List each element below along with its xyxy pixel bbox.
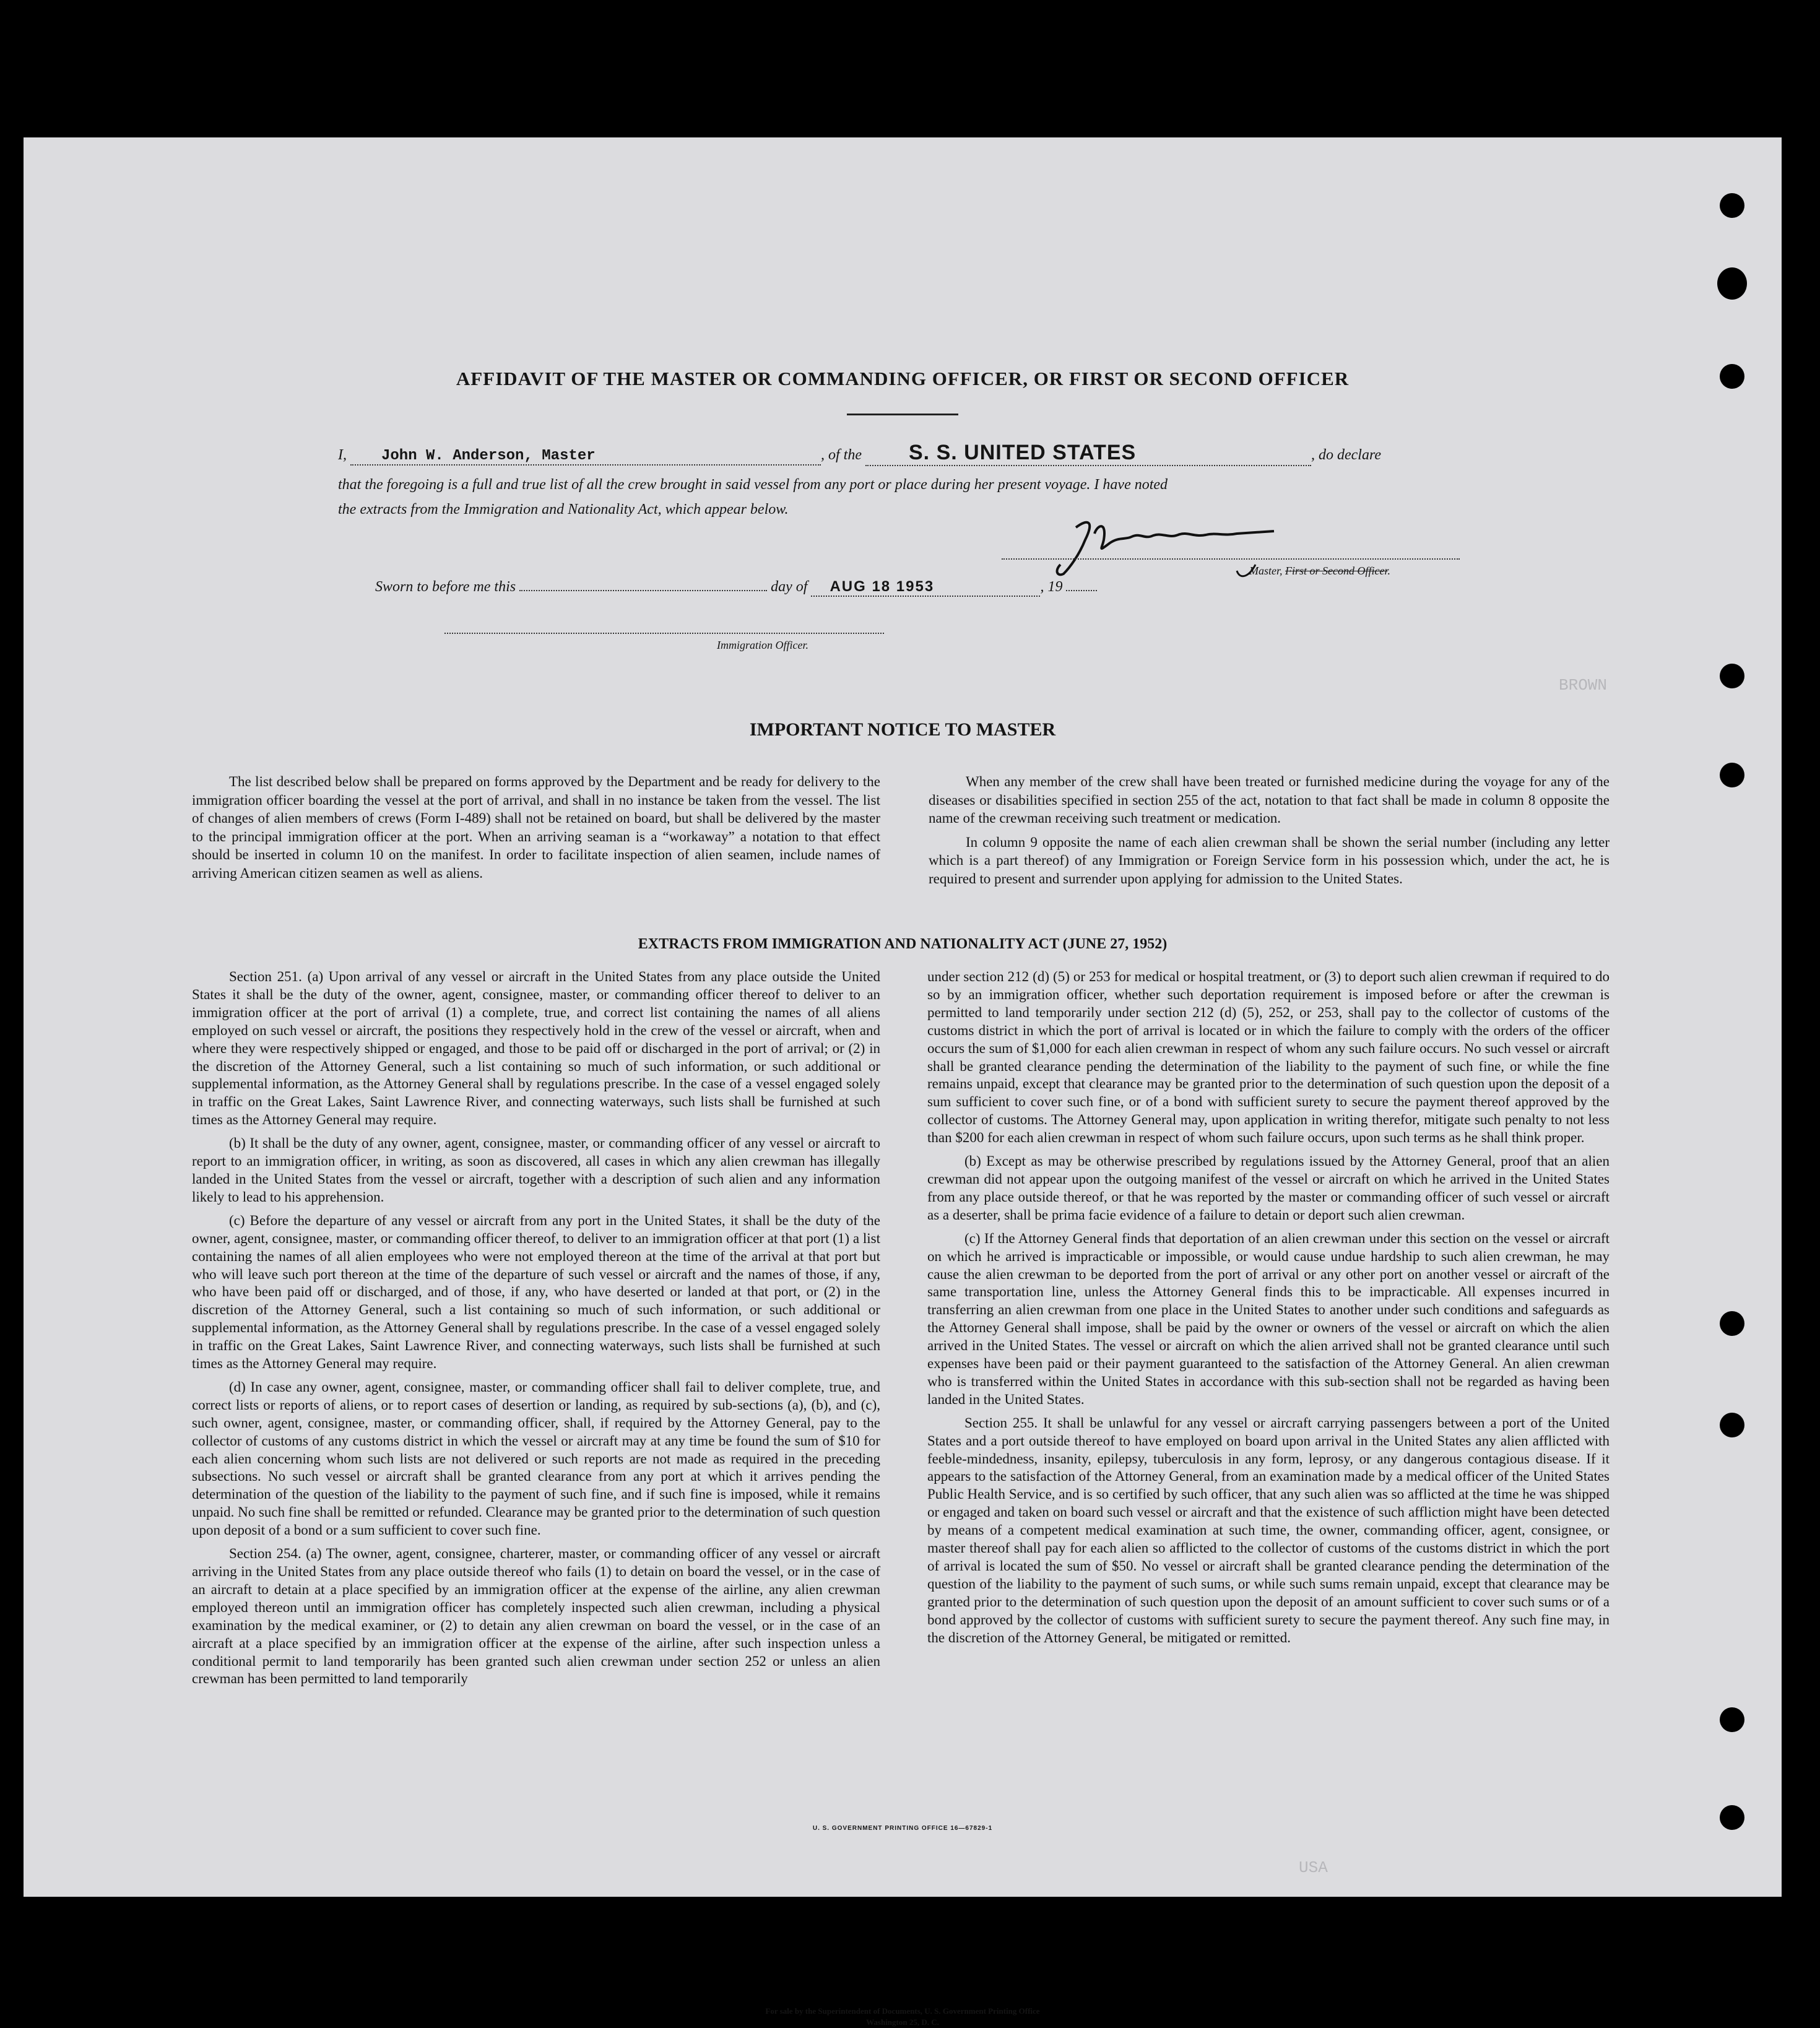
notice-left-column bbox=[192, 773, 880, 888]
extract-paragraph: under section 212 (d) (5) or 253 for medical or hospital treatment, or (3) to deport such alien crewman if required to do so by an immigration officer, whether such deportation requirement is imposed before or after the crewman is permitted to land temporarily under section 212 (d) (5), 252, or 253, shall pay to the collector of customs of the customs district in which the port of arrival is located or in which the failure to comply with the orders of the officer occurs the sum of $1,000 for each alien crewman in respect of whom any such failure occurs. No such vessel or aircraft shall be granted clearance pending the determination of the liability to the payment of such fine, or while the fine remains unpaid, except that clearance may be granted prior to the determination of such question upon the deposit of a sum sufficient to cover such fine, or of a bond with sufficient surety to secure the payment thereof approved by the collector of customs. The Attorney General may, upon application in writing therefor, mitigate such penalty to not less than $200 for each alien crewman in respect of whom such failure occurs, upon such terms as he shall think proper. bbox=[927, 969, 1610, 1146]
bleed-through-mark: BROWN bbox=[1559, 676, 1608, 695]
for-sale-line-2: Washington 25, D. C. bbox=[866, 2017, 939, 2027]
extract-paragraph: (b) Except as may be otherwise prescribed by regulations issued by the Attorney General, proof that an alien crewman did not appear upon the outgoing manifest of the vessel or aircraft on which he arrived in the United States from any place outside thereof, or that he was reported by the master or commanding officer of such vessel or aircraft as a deserter, shall be prima facie evidence of a failure to detain or deport such alien crewman. bbox=[927, 1153, 1610, 1223]
sworn-date-stamp: AUG 18 1953 bbox=[830, 578, 935, 595]
sworn-label: Sworn to before me this bbox=[375, 579, 516, 595]
extract-paragraph: Section 254. (a) The owner, agent, consignee, charterer, master, or commanding officer of any vessel or aircraft arriving in the United States from any place outside thereof who fails (1) to detain on board the vessel, or in the case of an aircraft to detain at a place specified by an immigration officer at the expense of the airline, any alien crewman employed thereon until an immigration officer has completely inspected such alien crewman, including a physical examination by the medical examiner, or (2) to detain any alien crewman on board the vessel, or in the case of an aircraft at a place specified by an immigration officer at the expense of the airline, after such inspection unless a conditional permit to land temporarily has been granted such alien crewman under section 252 or unless an alien crewman has been permitted to land temporarily bbox=[192, 1546, 880, 1687]
statement-line-2: the extracts from the Immigration and Nationality Act, which appear below. bbox=[338, 501, 789, 518]
printing-office-line: U. S. GOVERNMENT PRINTING OFFICE 16—67829-1 bbox=[812, 1825, 993, 1832]
extract-paragraph: (c) Before the departure of any vessel or aircraft from any port in the United States, it shall be the duty of the owner, agent, consignee, master, or commanding officer thereof, to deliver to an immigration officer at that port (1) a list containing the names of all alien employees who were not employed thereon at the time of the arrival at that port but who will leave such port thereon at the time of the departure of such vessel or aircraft and the names of those, if any, who have been paid off or discharged, and of those, if any, who have deserted or landed at that port, or (2) in the discretion of the Attorney General, such a list containing so much of such information, or such additional or supplemental information, as the Attorney General shall by regulations prescribe. In the case of a vessel engaged solely in traffic on the Great Lakes, Saint Lawrence River, and connecting waterways, such lists shall be furnished at such times as the Attorney General may require. bbox=[192, 1212, 880, 1372]
extract-paragraph: Section 251. (a) Upon arrival of any vessel or aircraft in the United States from any place outside the United States it shall be the duty of the owner, agent, consignee, master, or commanding officer thereof to deliver to an immigration officer at the port of arrival (1) a complete, true, and correct list containing the names of all aliens employed on such vessel or aircraft, the positions they respectively hold in the crew of the vessel or aircraft, when and where they were respectively shipped or engaged, and those to be paid off or discharged in the port of arrival; or (2) in the discretion of the Attorney General, such a list containing so much of such information, or such additional or supplemental information, as the Attorney General shall by regulations prescribe. In the case of a vessel engaged solely in traffic on the Great Lakes, Saint Lawrence River, and connecting waterways, such lists shall be furnished at such times as the Attorney General may require. bbox=[192, 969, 880, 1128]
extract-paragraph: (d) In case any owner, agent, consignee, master, or commanding officer shall fail to deliver complete, true, and correct lists or reports of aliens, or to report cases of desertion or landing, as required by sub-sections (a), (b), and (c), such owner, agent, consignee, master, or commanding officer, shall, if required by the Attorney General, pay to the collector of customs of any customs district in which the vessel or aircraft may at any time be found the sum of $10 for each alien concerning whom such lists are not delivered or such reports are not made as required in the preceding subsections. No such vessel or aircraft shall be granted clearance from any port at which it arrives pending the determination of the question of the liability to the payment of such fine, and if such fine is imposed, while it remains unpaid. No such fine shall be remitted or refunded. Clearance may be granted prior to the determination of such question upon deposit of a bond or a sum sufficient to cover such fine. bbox=[192, 1379, 880, 1538]
immigration-officer-line bbox=[444, 633, 884, 634]
declarant-prefix: I, bbox=[338, 447, 347, 463]
of-the-label: , of the bbox=[821, 447, 862, 463]
notice-right-text-1: When any member of the crew shall have been treated or furnished medicine during the voyage for any of the diseases or disabilities specified in section 255 of the act, notation to that fact shall be made in column 8 opposite the name of the crewman receiving such treatment or medication. bbox=[929, 774, 1610, 826]
bleed-through-mark: USA bbox=[1299, 1858, 1328, 1877]
extract-paragraph: (c) If the Attorney General finds that deportation of an alien crewman under this section on the vessel or aircraft on which he arrived is impracticable or impossible, or would cause undue hardship to such alien crewman, he may cause the alien crewman to be deported from the port of arrival or any other port on another vessel or aircraft of the same transportation line, unless the Attorney General finds this to be impracticable. All expenses incurred in transferring an alien crewman from one place in the United States to another under such conditions and safeguards as the Attorney General shall impose, shall be paid by the owner or owners of the vessel or aircraft on which the alien arrived in the United States. The vessel or aircraft on which the alien arrived shall not be granted clearance until such expenses have been paid or their payment guaranteed to the satisfaction of the Attorney General. An alien crewman who is transferred within the United States in accordance with this sub-section shall not be regarded as having been landed in the United States. bbox=[927, 1230, 1610, 1407]
day-of-label: day of bbox=[771, 579, 808, 595]
for-sale-line-1: For sale by the Superintendent of Documents, U. S. Government Printing Office bbox=[765, 2006, 1040, 2016]
title-divider bbox=[847, 414, 958, 415]
punch-hole bbox=[1720, 193, 1744, 218]
do-declare-label: , do declare bbox=[1311, 447, 1382, 463]
punch-hole bbox=[1720, 1707, 1744, 1732]
extracts-title: EXTRACTS FROM IMMIGRATION AND NATIONALITY ACT (JUNE 27, 1952) bbox=[638, 936, 1168, 952]
statement-line-1: that the foregoing is a full and true list of all the crew brought in said vessel from any port or place during her present voyage. I have noted bbox=[338, 477, 1168, 493]
punch-hole bbox=[1720, 763, 1744, 787]
declaration-line bbox=[338, 441, 1381, 466]
extracts-left-column bbox=[192, 968, 880, 1694]
punch-hole bbox=[1720, 1311, 1744, 1336]
declarant-name: John W. Anderson, Master bbox=[381, 448, 596, 464]
year-label: , 19 bbox=[1040, 579, 1063, 595]
sworn-line bbox=[375, 578, 1097, 597]
affidavit-title: AFFIDAVIT OF THE MASTER OR COMMANDING OFFICER, OR FIRST OR SECOND OFFICER bbox=[456, 368, 1350, 389]
extracts-right-column bbox=[927, 968, 1610, 1653]
notice-left-text: The list described below shall be prepared on forms approved by the Department and be ready for delivery to the immigration officer boarding the vessel at the port of arrival, and shall in no instance be taken from the vessel. The list of changes of alien members of crews (Form I-489) shall not be retained on board, but shall be delivered by the master to the principal immigration officer at the port. When an arriving seaman is a “workaway” a notation to that effect should be inserted in column 10 on the manifest. In order to facilitate inspection of alien seamen, include names of arriving American citizen seamen as well as aliens. bbox=[192, 774, 880, 881]
form-page bbox=[24, 137, 1782, 2027]
extract-paragraph: (b) It shall be the duty of any owner, agent, consignee, master, or commanding officer of any vessel or aircraft to report to an immigration officer, in writing, as soon as discovered, all cases in which any alien crewman has illegally landed in the United States from the vessel or aircraft, together with a description of such alien and any information likely to lead to his apprehension. bbox=[192, 1135, 880, 1205]
master-title-label: Master, First or Second Officer. bbox=[1249, 565, 1390, 577]
vessel-name: S. S. UNITED STATES bbox=[909, 441, 1137, 464]
extract-paragraph: Section 255. It shall be unlawful for any vessel or aircraft carrying passengers between a port of the United States and a port outside thereof to have employed on board upon arrival in the United States any alien afflicted with feeble-mindedness, insanity, epilepsy, tuberculosis in any form, leprosy, or any dangerous contagious disease. If it appears to the satisfaction of the Attorney General, from an examination made by a medical officer of the United States Public Health Service, and is so certified by such officer, that any such alien was so afflicted at the time he was shipped or engaged and taken on board such vessel or aircraft and that the existence of such affliction might have been detected by means of a competent medical examination at such time, the owner, commanding officer, agent, consignee, or master thereof shall pay for each alien so afflicted to the collector of customs of the customs district in which the port of arrival is located the sum of $50. No vessel or aircraft shall be granted clearance pending the determination of the question of the liability to the payment of such sums, or while such sums remain unpaid, except that clearance may be granted prior to the determination of such question upon the deposit of an amount sufficient to cover such sums or of a bond approved by the collector of customs with sufficient surety to secure the payment thereof. Any such fine may, in the discretion of the Attorney General, be mitigated or remitted. bbox=[927, 1415, 1610, 1645]
notice-right-text-2: In column 9 opposite the name of each alien crewman shall be shown the serial number (including any letter which is a part thereof) of any Immigration or Foreign Service form in his possession which, under the act, he is required to present and surrender upon applying for admission to the United States. bbox=[929, 834, 1610, 886]
punch-hole bbox=[1720, 664, 1744, 688]
immigration-officer-label: Immigration Officer. bbox=[717, 639, 808, 651]
for-sale-notice bbox=[24, 2006, 1782, 2028]
notice-right-column bbox=[929, 773, 1610, 893]
punch-hole bbox=[1717, 267, 1747, 300]
signature-line bbox=[1002, 558, 1460, 560]
notice-title: IMPORTANT NOTICE TO MASTER bbox=[749, 719, 1056, 740]
punch-hole bbox=[1720, 1413, 1744, 1437]
